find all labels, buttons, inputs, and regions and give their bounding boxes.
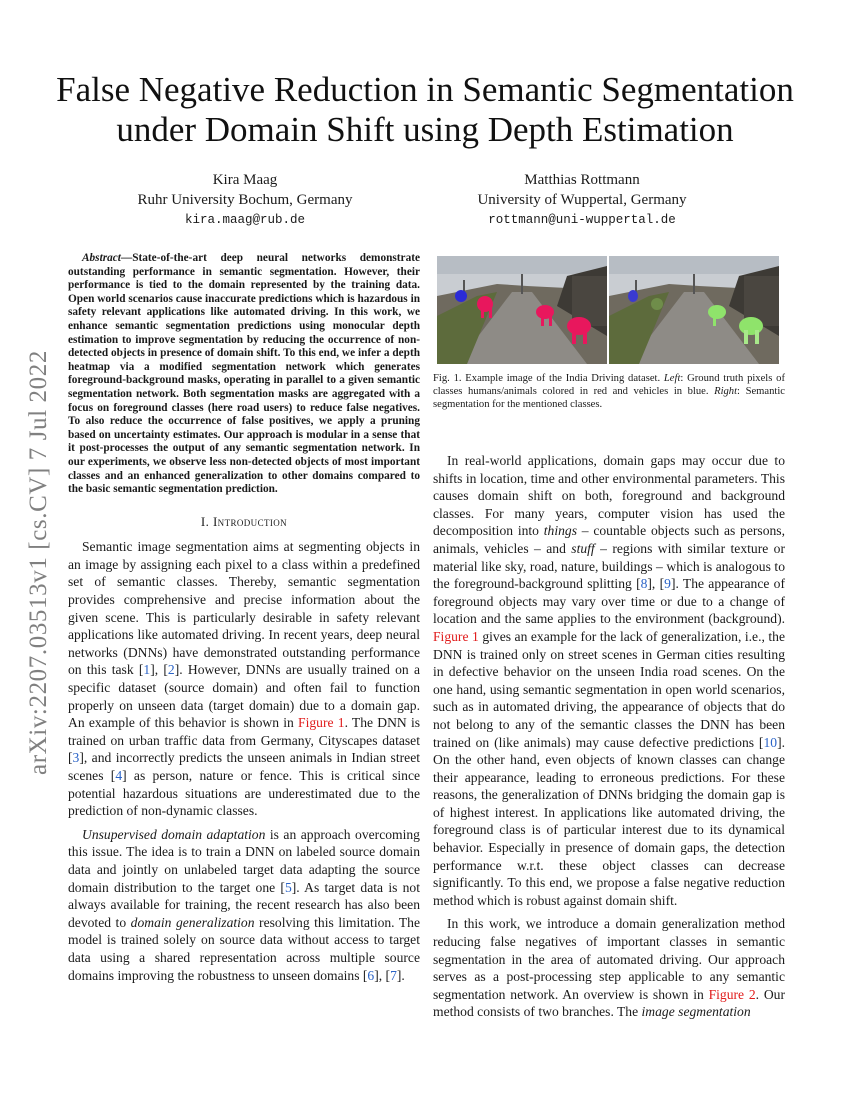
author-name: Kira Maag (212, 172, 278, 188)
citation-link[interactable]: 9 (664, 576, 671, 592)
intro-paragraph-2: Unsupervised domain adaptation is an approach overcoming this issue. The idea is to train a DNN on labeled source domain data and jointly on unlabeled target data adapting the source domain distribution to the target one [5]. As target data is not always available for training, the recent research has also been devoted to domain generalization resolving this limitation. The model is trained solely on source data without access to target data using a shared representation across multiple source domains improving the robustness to unseen domains [6], [7]. (68, 826, 420, 983)
road-scene-image (609, 256, 779, 364)
emphasized-term: domain generalization (130, 914, 255, 930)
citation-link[interactable]: 10 (763, 734, 778, 750)
citation-link[interactable]: 1 (143, 662, 151, 678)
figure-reference-link[interactable]: Figure 1 (433, 628, 479, 644)
citation-link[interactable]: 5 (284, 879, 292, 895)
figure-1 (437, 256, 781, 364)
abstract (68, 252, 420, 497)
citation-link[interactable]: 4 (115, 768, 123, 783)
emphasized-term: stuff (571, 540, 595, 556)
figure-1-right-prediction (609, 256, 779, 364)
emphasized-term: Unsupervised domain adaptation (82, 826, 266, 842)
arxiv-identifier: arXiv:2207.03513v1 [cs.CV] 7 Jul 2022 (25, 350, 52, 775)
citation-link[interactable]: 7 (390, 967, 397, 983)
section-heading-introduction: I. Introduction (200, 513, 288, 529)
emphasized-term: Left (663, 373, 681, 384)
paper-title: False Negative Reduction in Semantic Segmentation under Domain Shift using Depth Estimation (56, 70, 794, 149)
right-paragraph-1: In real-world applications, domain gaps may occur due to shifts in location, time and other environmental parameters. This causes domain shift on both, foreground and background classes. For many years, computer vision has used the decomposition into things – countable objects such as persons, animals, vehicles – and stuff – regions with similar texture or material like sky, road, nature, buildings – which is analogous to the foreground-background splitting [8], [9]. The appearance of foreground objects may vary over time or due to a change of location and the same applies to the environment (background). Figure 1 gives an example for the lack of generalization, i.e., the DNN is trained only on street scenes in German cities resulting in defective behavior on the unseen India road scenes. On the one hand, using semantic segmentation in open world scenarios, such as in automated driving, the appearance of objects that do not belong to any of the semantic classes the DNN has been trained on (like animals) may cause defective predictions [10]. On the other hand, even objects of known classes can change their appearance, leading to erroneous predictions. For these reasons, the generalization of DNNs bridging the domain gap is of highest interest. In applications like automated driving, the foreground class is of particular interest due to its dynamical behavior. Especially in presence of domain gaps, the detection performance w.r.t. these object classes can decrease significantly. To this end, we propose a false negative reduction method which is robust against domain shift. (433, 453, 786, 908)
figure-reference-link[interactable]: Figure 1 (298, 715, 345, 731)
figure-1-caption: Fig. 1. Example image of the India Driving dataset. Left: Ground truth pixels of classes humans/animals colored in red and vehicles in blue. Right: Semantic segmentation for the mentioned classes. (433, 373, 785, 410)
author-email[interactable]: rottmann@uni-wuppertal.de (488, 213, 676, 227)
figure-reference-link[interactable]: Figure 2 (708, 986, 756, 1002)
citation-link[interactable]: 3 (72, 750, 80, 766)
author-name: Matthias Rottmann (524, 172, 640, 188)
intro-paragraph-1: Semantic image segmentation aims at segmenting objects in an image by assigning each pixel to a class within a predefined set of semantic classes. Thereby, semantic segmentation provides comprehensive and precise information about the given scene. This is particularly desirable in safety relevant applications like automated driving. In recent years, deep neural networks (DNNs) have demonstrated outstanding performance on this task [1], [2]. However, DNNs are usually trained on a specific dataset (source domain) and often fail to function properly on unseen data (target domain) due to a domain gap. An example of this behavior is shown in Figure 1. The DNN is trained on urban traffic data from Germany, Cityscapes dataset [3], and incorrectly predicts the unseen animals in Indian street scenes [4] as person, nature or fence. This is critical since potential hazardous situations are underestimated due to the prediction of non-dynamic classes. (68, 539, 421, 819)
emphasized-term: image segmentation (641, 1004, 751, 1020)
author-block-2 (432, 170, 732, 230)
author-affiliation: Ruhr University Bochum, Germany (137, 192, 353, 208)
figure-1-left-ground-truth (437, 256, 607, 364)
abstract-lead: Abstract (82, 252, 121, 264)
citation-link[interactable]: 2 (167, 662, 175, 678)
emphasized-term: things (543, 523, 577, 539)
abstract-text: —State-of-the-art deep neural networks demonstrate outstanding performance in semantic segmentation. However, their performance is tied to the domain represented by the training data. Open world scenarios cause inaccurate predictions which is hazardous in safety relevant applications like automated driving. In this work, we enhance semantic segmentation predictions using monocular depth estimation to improve segmentation by reducing the occurrence of non-detected objects in presence of domain shift. To this end, we infer a depth heatmap via a modified segmentation network which generates foreground-background masks, operating in parallel to a given semantic segmentation network. Both segmentation masks are aggregated with a focus on foreground classes (here road users) to reduce false negatives. To also reduce the occurrence of false positives, we apply a pruning based on uncertainty estimates. Our approach is modular in a sense that it post-processes the output of any semantic segmentation network. In our experiments, we observe less non-detected objects of most important classes and an enhanced generalization to other domains compared to the basic semantic segmentation prediction. (68, 252, 420, 496)
author-email[interactable]: kira.maag@rub.de (184, 213, 306, 227)
right-column (433, 452, 785, 1027)
left-column (68, 252, 420, 990)
author-affiliation: University of Wuppertal, Germany (477, 192, 687, 208)
right-paragraph-2: In this work, we introduce a domain generalization method reducing false negatives of important classes in semantic segmentation in the area of automated driving. Our approach serves as a post-processing step applicable to any semantic segmentation network. An overview is shown in Figure 2. Our method consists of two branches. The image segmentation (433, 916, 786, 1020)
road-scene-image (437, 256, 607, 364)
citation-link[interactable]: 6 (367, 967, 375, 983)
author-block-1 (95, 170, 395, 230)
citation-link[interactable]: 8 (640, 576, 648, 592)
emphasized-term: Right (714, 385, 738, 397)
